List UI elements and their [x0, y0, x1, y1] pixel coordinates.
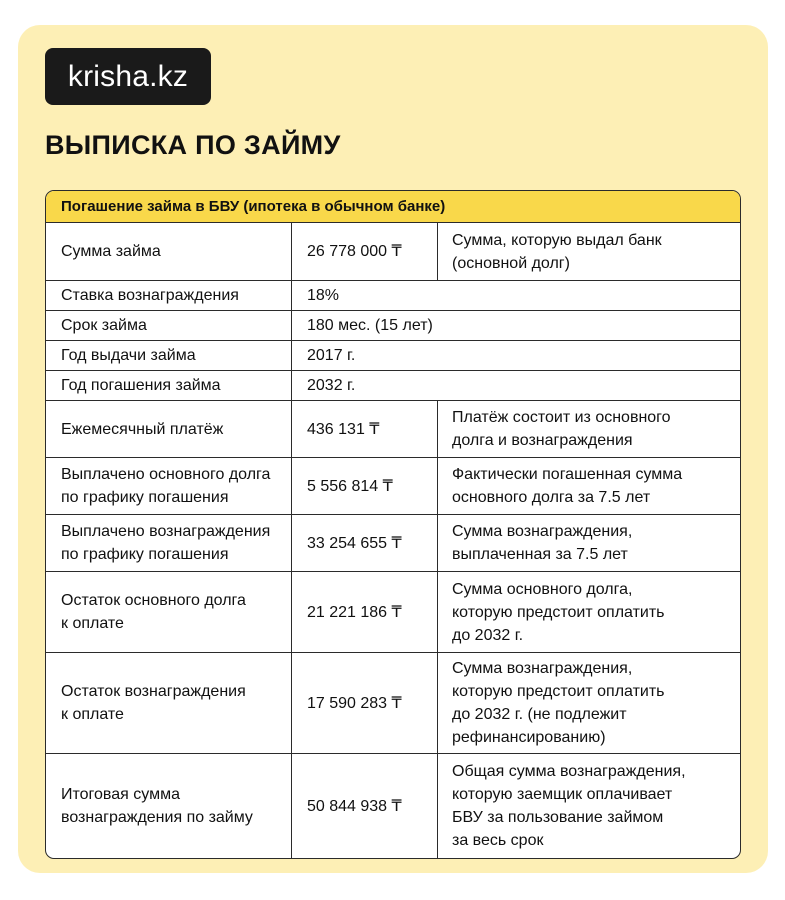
- row-label: Остаток основного долга к оплате: [61, 592, 246, 632]
- table-row-interest-remaining: [46, 653, 740, 754]
- row-value: 2032 г.: [307, 377, 356, 394]
- table-row-loan-amount: [46, 223, 740, 281]
- row-value: 18%: [307, 287, 340, 304]
- row-label: Остаток вознаграждения к оплате: [61, 683, 246, 723]
- row-value: 436 131 ₸: [307, 420, 380, 438]
- row-note: Сумма основного долга, которую предстоит оплатить до 2032 г.: [452, 580, 665, 644]
- table-row-repay-year: [46, 371, 740, 401]
- row-value: 5 556 814 ₸: [307, 477, 393, 495]
- table-row-interest-paid: [46, 515, 740, 572]
- row-label: Ежемесячный платёж: [61, 420, 224, 438]
- row-note: Платёж состоит из основного долга и вознаграждения: [452, 409, 671, 449]
- row-label: Год выдачи займа: [61, 347, 196, 364]
- row-label: Год погашения займа: [61, 377, 221, 394]
- row-value: 2017 г.: [307, 347, 356, 364]
- table-row-principal-remaining: [46, 572, 740, 653]
- row-label: Итоговая сумма вознаграждения по займу: [61, 786, 253, 826]
- row-label: Срок займа: [61, 317, 147, 334]
- table-row-principal-paid: [46, 458, 740, 515]
- table-header: Погашение займа в БВУ (ипотека в обычном банке): [46, 191, 740, 223]
- table-row-rate: [46, 281, 740, 311]
- krisha-logo[interactable]: krisha.kz: [45, 48, 211, 105]
- row-value: 33 254 655 ₸: [307, 534, 402, 552]
- row-value: 17 590 283 ₸: [307, 694, 402, 712]
- row-note: Сумма вознаграждения, которую предстоит оплатить до 2032 г. (не подлежит рефинансированию): [452, 660, 665, 746]
- loan-statement-table: [45, 190, 741, 859]
- table-row-term: [46, 311, 740, 341]
- row-value: 50 844 938 ₸: [307, 797, 402, 815]
- row-label: Выплачено вознаграждения по графику погашения: [61, 523, 271, 563]
- row-note: Общая сумма вознаграждения, которую заемщик оплачивает БВУ за пользование займом за весь срок: [452, 763, 686, 849]
- table-row-total-interest: [46, 754, 740, 858]
- page-title: ВЫПИСКА ПО ЗАЙМУ: [45, 130, 341, 160]
- row-note: Сумма, которую выдал банк (основной долг): [452, 231, 662, 272]
- row-note: Фактически погашенная сумма основного долга за 7.5 лет: [452, 466, 683, 506]
- row-label: Ставка вознаграждения: [61, 287, 239, 304]
- table-row-issue-year: [46, 341, 740, 371]
- row-label: Выплачено основного долга по графику погашения: [61, 466, 271, 506]
- table-row-monthly-payment: [46, 401, 740, 458]
- row-value: 180 мес. (15 лет): [307, 317, 433, 334]
- row-label: Сумма займа: [61, 243, 161, 260]
- row-note: Сумма вознаграждения, выплаченная за 7.5 лет: [452, 523, 633, 563]
- row-value: 21 221 186 ₸: [307, 603, 402, 621]
- row-value: 26 778 000 ₸: [307, 243, 402, 260]
